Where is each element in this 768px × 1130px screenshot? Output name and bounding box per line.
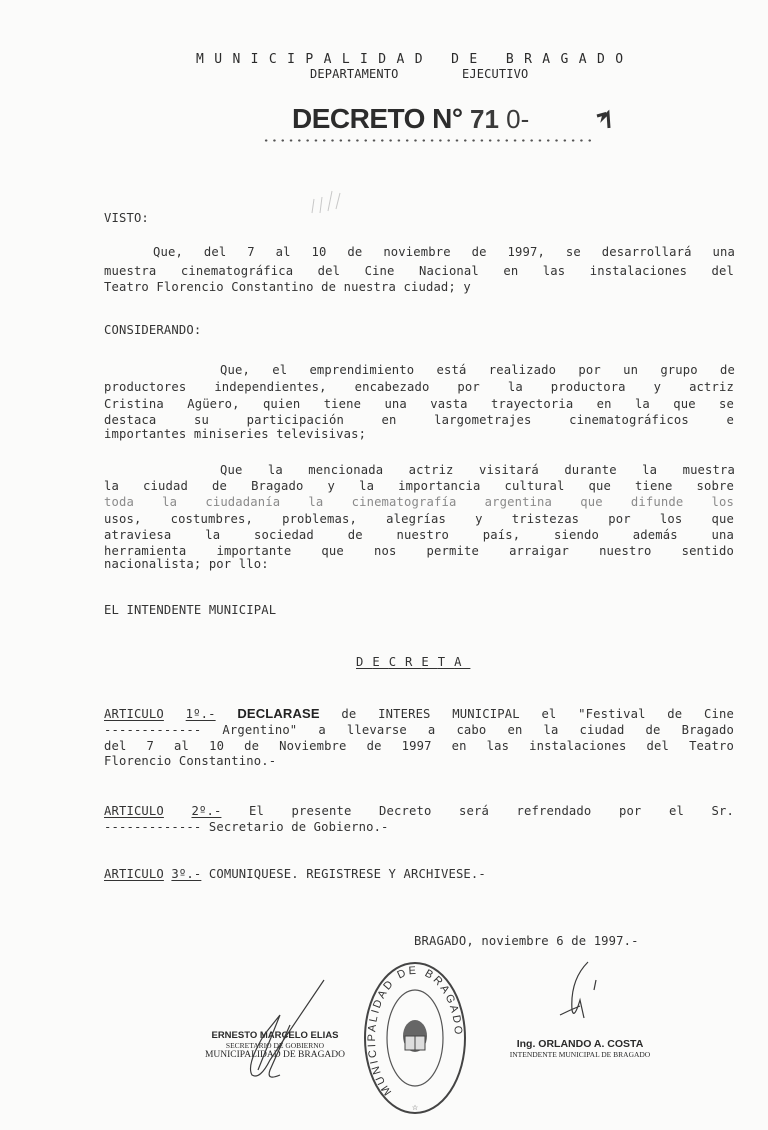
considerando-p2-line: la ciudad de Bragado y la importancia cultural que tiene sobre (104, 479, 734, 493)
article-label: ARTICULO (104, 707, 164, 721)
star-icon: ☆ (411, 1102, 419, 1113)
article-label: ARTICULO (104, 804, 164, 818)
decree-number (470, 104, 529, 135)
signer-role: SECRETARIO DE GOBIERNO (225, 1041, 325, 1050)
organization-header: MUNICIPALIDAD DE BRAGADO (196, 52, 634, 67)
visto-line: Que, del 7 al 10 de noviembre de 1997, se desarrollará una (153, 245, 735, 259)
visto-heading: VISTO: (104, 211, 149, 225)
handwritten-signature-icon (240, 975, 340, 1089)
article-1-line1: ARTICULO 1º.- DECLARASE de INTERES MUNICIPAL el "Festival de Cine (104, 706, 734, 721)
article-2-line2: ------------- Secretario de Gobierno.- (104, 820, 389, 834)
article-1-line3: del 7 al 10 de Noviembre de 1997 en las instalaciones del Teatro (104, 739, 734, 753)
decree-number-printed: 71 (470, 104, 499, 134)
decree-number-suffix: 0- (506, 104, 530, 134)
considerando-p2-line: toda la ciudadanía la cinematografía argentina que difunde los (104, 495, 734, 509)
signer-name: ERNESTO MARCELO ELIAS (211, 1030, 339, 1041)
authority-line: EL INTENDENTE MUNICIPAL (104, 603, 277, 617)
visto-line: muestra cinematográfica del Cine Nacional en las instalaciones del (104, 264, 734, 278)
signer-org: MUNICIPALIDAD DE BRAGADO (204, 1050, 346, 1060)
article-dashes: ------------- (104, 723, 202, 737)
article-dashes: ------------- (104, 820, 202, 834)
signer-name: Ing. ORLANDO A. COSTA (516, 1038, 644, 1050)
department-label: DEPARTAMENTO (310, 67, 399, 81)
place-date: BRAGADO, noviembre 6 de 1997.- (414, 934, 639, 948)
dotted-divider (262, 139, 592, 142)
article-number: 3º.- (171, 867, 202, 881)
considerando-p1-line: Que, el emprendimiento está realizado por un grupo de (220, 363, 735, 377)
municipal-seal (360, 958, 470, 1118)
handwritten-signature-icon (550, 960, 610, 1034)
considerando-heading: CONSIDERANDO: (104, 323, 202, 337)
considerando-p2-line: atraviesa la sociedad de nuestro país, siendo además una (104, 528, 734, 542)
considerando-p1-line: Cristina Agüero, quien tiene una vasta trayectoria en la que se (104, 397, 734, 411)
decreta-heading: DECRETA (356, 655, 471, 669)
handwritten-mark-icon (594, 108, 618, 136)
considerando-p2-line: Que la mencionada actriz visitará durante la muestra (220, 463, 735, 477)
svg-text:MUNICIPALIDAD DE BRAGADO: MUNICIPALIDAD DE BRAGADO (365, 964, 465, 1098)
considerando-p1-line: destaca su participación en largometrajes cinematográficos e (104, 413, 734, 427)
considerando-p1-line: productores independientes, encabezado por la productora y actriz (104, 380, 734, 394)
signer-role: INTENDENTE MUNICIPAL DE BRAGADO (509, 1050, 651, 1059)
article-bold-lead: DECLARASE (237, 706, 320, 721)
considerando-p2-line: nacionalista; por llo: (104, 557, 269, 571)
article-number: 1º.- (185, 707, 216, 721)
article-number: 2º.- (191, 804, 222, 818)
considerando-p2-line: usos, costumbres, problemas, alegrías y tristezas por los que (104, 512, 734, 526)
considerando-p1-line: importantes miniseries televisivas; (104, 427, 367, 441)
article-2-line1: ARTICULO 2º.- El presente Decreto será refrendado por el Sr. (104, 804, 734, 818)
executive-label: EJECUTIVO (462, 67, 529, 81)
visto-line: Teatro Florencio Constantino de nuestra ciudad; y (104, 280, 471, 294)
considerando-p2-line: herramienta importante que nos permite arraigar nuestro sentido (104, 544, 734, 558)
article-1-line2: ------------- Argentino" a llevarse a cabo en la ciudad de Bragado (104, 723, 734, 737)
article-3-line1: ARTICULO 3º.- COMUNIQUESE. REGISTRESE Y ARCHIVESE.- (104, 867, 486, 881)
article-1-line4: Florencio Constantino.- (104, 754, 277, 768)
decree-title: DECRETO N° (292, 103, 463, 134)
signature-mayor (500, 1038, 660, 1059)
article-label: ARTICULO (104, 867, 164, 881)
